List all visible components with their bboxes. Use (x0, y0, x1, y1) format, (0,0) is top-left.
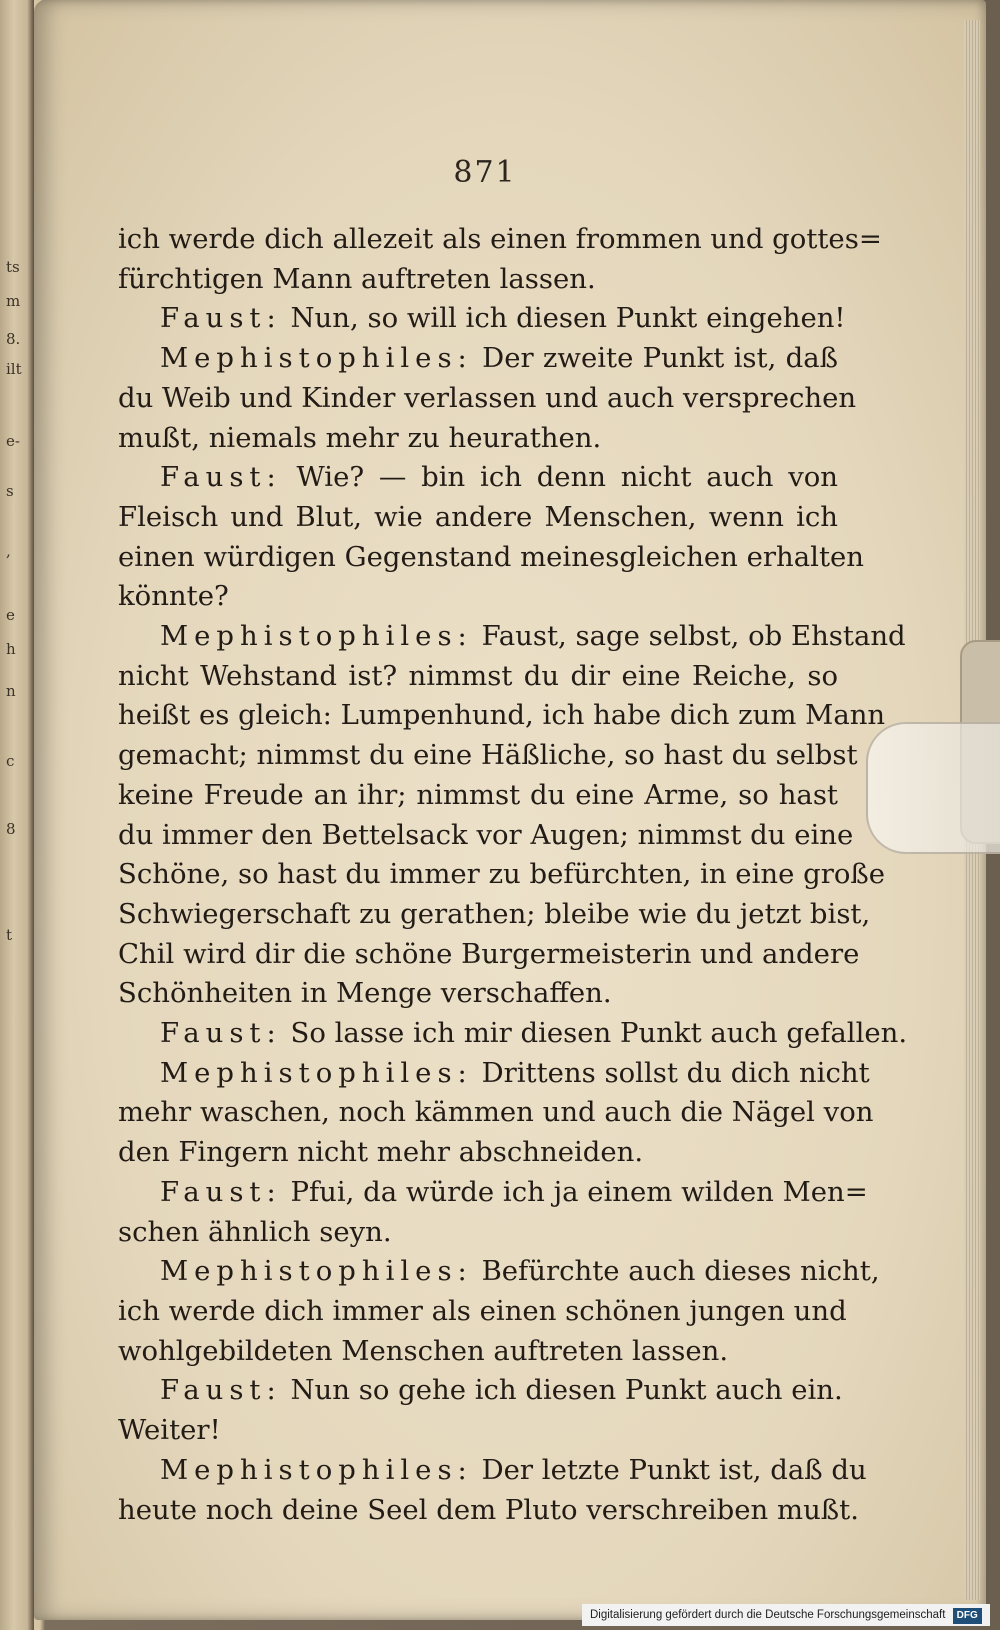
speaker-name: Faust: (160, 1374, 282, 1407)
line-text: Fleisch und Blut, wie andere Menschen, wenn ich (118, 500, 838, 533)
text-line (118, 1252, 880, 1292)
line-text: Schöne, so hast du immer zu befürchten, in eine große (118, 858, 886, 891)
line-text: Drittens sollst du dich nicht (472, 1056, 870, 1089)
text-line (118, 458, 838, 498)
text-line (118, 657, 838, 697)
text-line (118, 498, 838, 538)
line-text: mußt, niemals mehr zu heurathen. (118, 421, 602, 454)
margin-fragment: ilt (6, 360, 22, 378)
text-line (118, 1054, 870, 1094)
speaker-name: Mephistophiles: (160, 342, 473, 375)
line-text: einen würdigen Gegenstand meinesgleichen erhalten (118, 540, 864, 573)
text-line (118, 1411, 838, 1451)
margin-fragment: n (6, 682, 16, 700)
speaker-name: Mephistophiles: (160, 1453, 473, 1486)
text-line (118, 339, 838, 379)
text-line (118, 935, 860, 975)
line-text: ich werde dich immer als einen schönen jungen und (118, 1294, 847, 1327)
speaker-name: Mephistophiles: (160, 1056, 473, 1089)
speaker-name: Mephistophiles: (160, 1255, 473, 1288)
line-text: Schönheiten in Menge verschaffen. (118, 977, 612, 1010)
text-line (118, 1371, 843, 1411)
line-text: mehr waschen, noch kämmen und auch die Nägel von (118, 1096, 874, 1129)
text-line (118, 1332, 838, 1372)
line-text: heißt es gleich: Lumpenhund, ich habe dich zum Mann (118, 699, 886, 732)
text-line (118, 299, 846, 339)
text-line (118, 1491, 859, 1531)
text-line (118, 1213, 838, 1253)
line-text: Befürchte auch dieses nicht, (472, 1255, 880, 1288)
speaker-name: Faust: (160, 302, 282, 335)
text-line (118, 1133, 838, 1173)
line-text: Nun, so will ich diesen Punkt eingehen! (281, 302, 846, 335)
text-line (118, 696, 886, 736)
book-clip (866, 722, 1000, 854)
line-text: heute noch deine Seel dem Pluto verschreiben mußt. (118, 1493, 859, 1526)
margin-fragment: 8 (6, 820, 16, 838)
text-line (118, 855, 886, 895)
line-text: könnte? (118, 580, 229, 613)
page-text (118, 220, 908, 1530)
line-text: Der letzte Punkt ist, daß du (472, 1453, 867, 1486)
text-line (118, 419, 838, 459)
text-line (118, 617, 906, 657)
margin-fragment: 8. (6, 330, 21, 348)
margin-fragment: h (6, 640, 16, 658)
digitization-credit (582, 1604, 990, 1626)
text-line (118, 379, 857, 419)
text-line (118, 260, 838, 300)
line-text: Nun so gehe ich diesen Punkt auch ein. (281, 1374, 843, 1407)
line-text: Faust, sage selbst, ob Ehstand (472, 620, 906, 653)
line-text: wohlgebildeten Menschen auftreten lassen. (118, 1334, 729, 1367)
line-text: Chil wird dir die schöne Burgermeisterin und andere (118, 937, 860, 970)
line-text: Pfui, da würde ich ja einem wilden Men= (281, 1175, 868, 1208)
margin-fragment: ts (6, 258, 20, 276)
text-line (118, 1292, 847, 1332)
line-text: du immer den Bettelsack vor Augen; nimmst du eine (118, 818, 854, 851)
text-line (118, 1014, 908, 1054)
text-line (118, 1093, 874, 1133)
line-text: du Weib und Kinder verlassen und auch versprechen (118, 381, 857, 414)
line-text: den Fingern nicht mehr abschneiden. (118, 1136, 644, 1169)
margin-fragment: e- (6, 432, 20, 450)
line-text: Schwiegerschaft zu gerathen; bleibe wie du jetzt bist, (118, 897, 871, 930)
margin-fragment: m (6, 292, 21, 310)
speaker-name: Faust: (160, 1175, 282, 1208)
credit-text: Digitalisierung gefördert durch die Deutsche Forschungsgemeinschaft (590, 1609, 946, 1621)
line-text: Weiter! (118, 1414, 221, 1447)
dfg-logo: DFG (953, 1608, 982, 1624)
line-text: nicht Wehstand ist? nimmst du dir eine Reiche, so (118, 659, 838, 692)
margin-fragment: , (6, 542, 11, 560)
text-line (118, 1451, 867, 1491)
speaker-name: Faust: (160, 1017, 282, 1050)
text-line (118, 1173, 868, 1213)
facing-page-edge (0, 0, 34, 1630)
line-text: schen ähnlich seyn. (118, 1215, 392, 1248)
line-text: keine Freude an ihr; nimmst du eine Arme, so hast (118, 778, 838, 811)
text-line (118, 974, 838, 1014)
text-line (118, 538, 864, 578)
text-line (118, 577, 838, 617)
page-number: 871 (453, 155, 517, 190)
line-text: So lasse ich mir diesen Punkt auch gefallen. (281, 1017, 908, 1050)
text-line (118, 816, 854, 856)
line-text: Wie? — bin ich denn nicht auch von (281, 461, 838, 494)
text-line (118, 776, 838, 816)
line-text: fürchtigen Mann auftreten lassen. (118, 262, 596, 295)
line-text: gemacht; nimmst du eine Häßliche, so hast du selbst (118, 739, 858, 772)
margin-fragment: e (6, 606, 15, 624)
text-line (118, 220, 882, 260)
speaker-name: Mephistophiles: (160, 620, 473, 653)
margin-fragment: c (6, 752, 15, 770)
margin-fragment: s (6, 482, 14, 500)
margin-fragment: t (6, 926, 13, 944)
line-text: Der zweite Punkt ist, daß (472, 342, 838, 375)
text-line (118, 736, 858, 776)
text-line (118, 895, 871, 935)
speaker-name: Faust: (160, 461, 282, 494)
line-text: ich werde dich allezeit als einen frommen und gottes= (118, 223, 882, 255)
